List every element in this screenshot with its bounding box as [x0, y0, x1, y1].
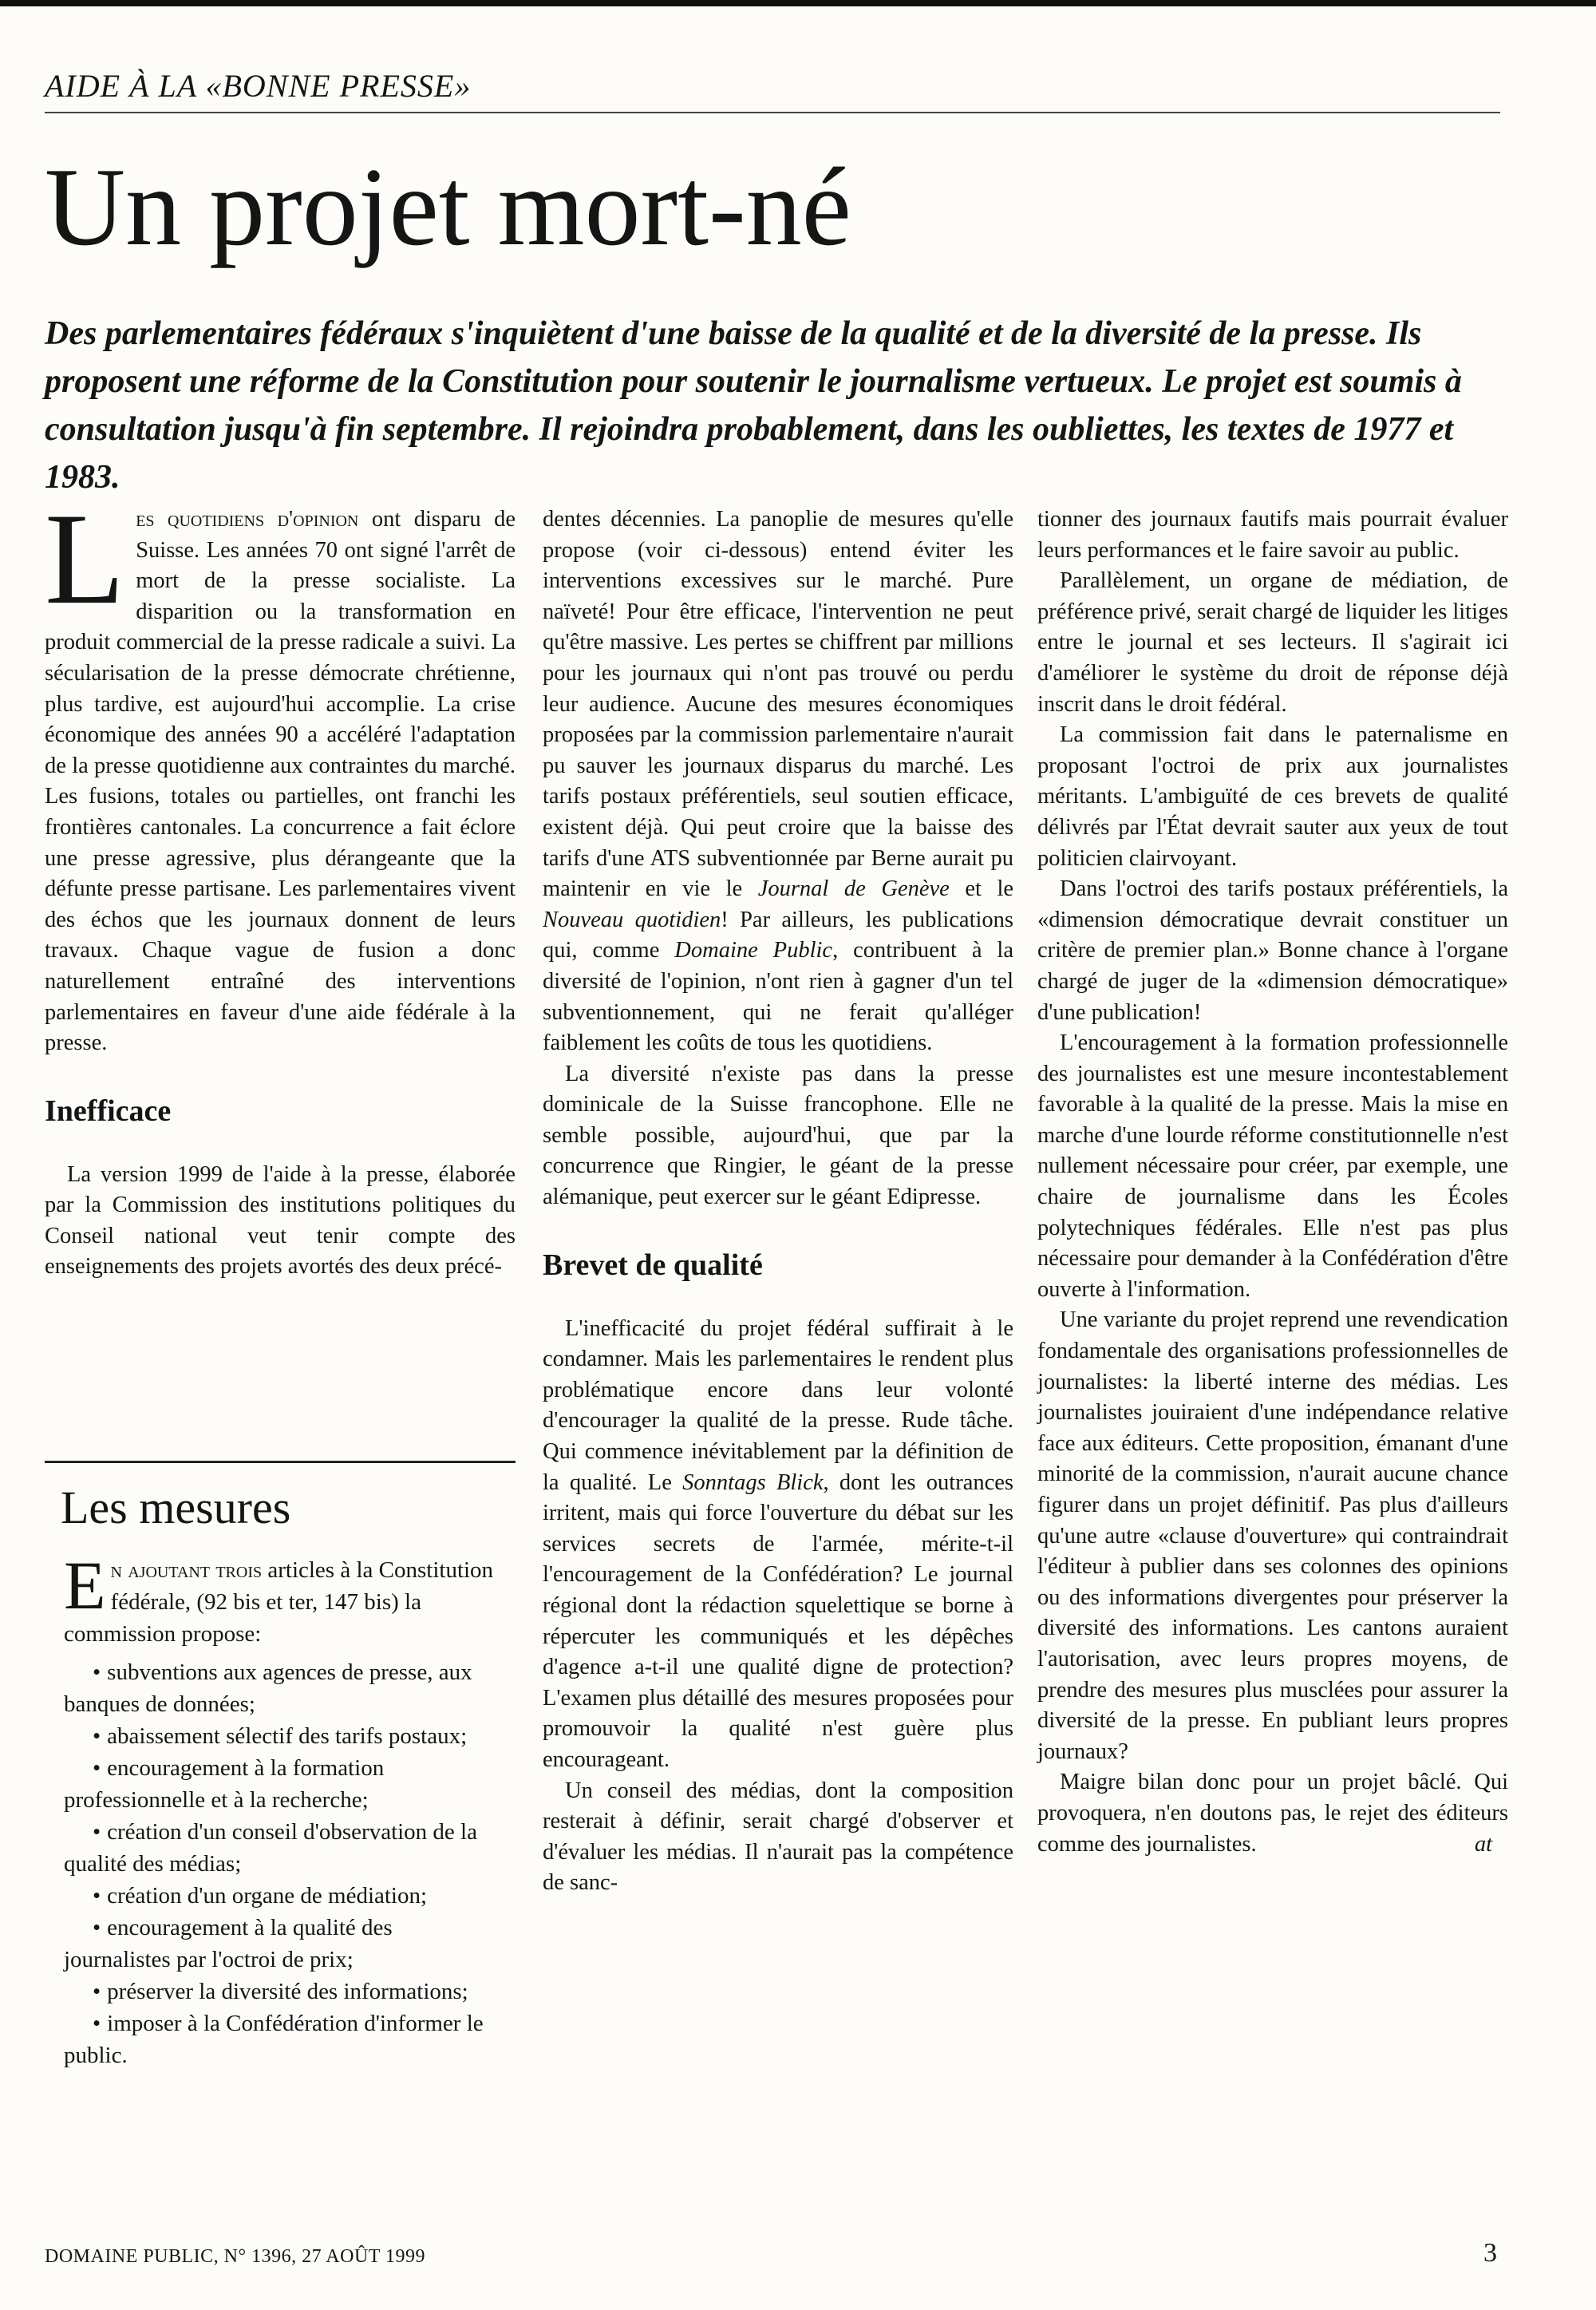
title-domaine-public: Domaine Public	[674, 938, 833, 963]
bullet: •	[93, 1755, 101, 1781]
measures-list	[64, 1656, 500, 2071]
bullet: •	[93, 1723, 101, 1749]
list-item: • subventions aux agences de presse, aux banques de données;	[64, 1659, 472, 1717]
col2-paragraph-3: L'inefficacité du projet fédéral suffirait à le condamner. Mais les parlementaires le rendent plus problématique encore dans leur volonté d'encourager la qualité de la presse. Rude tâche. Qui commence inévitablement par la définition de la qualité. Le Sonntags Blick, dont les outrances irritent, mais qui force l'ouverture du débat sur les services secrets de l'armée, mérite-t-il l'encouragement de la Confédération? Le journal régional dont la rédaction squelettique se borne à répercuter les communiqués et les dépêches d'agence a-t-il une qualité digne de protection? L'examen plus détaillé des mesures proposées pour promouvoir la qualité n'est guère plus encourageant.	[543, 1315, 1013, 1772]
col2-paragraph-4: Un conseil des médias, dont la composition resterait à définir, serait chargé d'observer et d'évaluer les médias. Il n'aurait pas la compétence de sanc-	[543, 1778, 1013, 1896]
col1-paragraph-2: La version 1999 de l'aide à la presse, élaborée par la Commission des institutions politiques du Conseil national veut tenir compte des enseignements des projets avortés des deux précé-	[45, 1161, 516, 1280]
col1-p1-text: ont disparu de Suisse. Les années 70 ont signé l'arrêt de mort de la presse socialiste. La disparition ou la transformation en produit commercial de la presse radicale a suivi. La sécularisation de la presse démocrate chrétienne, plus tardive, est aujourd'hui accomplie. La crise économique des années 90 a accéléré l'adaptation de la presse quotidienne aux contraintes du marché. Les fusions, totales ou partielles, ont franchi les frontières cantonales. La concurrence a fait éclore une presse agressive, plus dérangeante que la défunte presse partisane. Les parlementaires vivent des échos que les journaux donnent de leurs travaux. Chaque vague de fusion a donc naturellement entraîné des interventions parlementaires en faveur d'une aide fédérale à la presse.	[45, 507, 516, 1056]
bullet: •	[93, 2011, 101, 2036]
drop-cap-e: E	[64, 1547, 106, 1624]
col2-paragraph-2: La diversité n'existe pas dans la presse dominicale de la Suisse francophone. Elle ne semble possible, aujourd'hui, que par la concurrence que Ringier, le géant de la presse alémanique, peut exercer sur le géant Edipresse.	[543, 1061, 1013, 1210]
bullet: •	[93, 1883, 101, 1909]
title-sonntags-blick: Sonntags Blick	[682, 1469, 824, 1495]
subheading-brevet: Brevet de qualité	[543, 1248, 763, 1282]
list-item: • encouragement à la qualité des journalistes par l'octroi de prix;	[64, 1915, 393, 1972]
col3-paragraph-5: L'encouragement à la formation professionnelle des journalistes est une mesure incontestablement favorable à la qualité de la presse. Mais la mise en marche d'une lourde réforme constitutionnelle n'est nullement nécessaire pour créer, par exemple, une chaire de journalisme dans les Écoles polytechniques fédérales. Elle n'est pas plus nécessaire pour demander à la Confédération d'être ouverte à l'information.	[1037, 1030, 1508, 1302]
bullet: •	[93, 1659, 101, 1685]
subheading-inefficace: Inefficace	[45, 1094, 172, 1128]
col1-paragraph-1	[45, 487, 516, 1059]
top-border	[0, 0, 1596, 6]
bullet: •	[93, 1979, 101, 2004]
measures-title: Les mesures	[61, 1481, 291, 1533]
col3-paragraph-4: Dans l'octroi des tarifs postaux préférentiels, la «dimension démocratique devrait constituer un critère de premier plan.» Bonne chance à l'organe chargé de juger de la «dimension démocratique» d'une publication!	[1037, 876, 1508, 1025]
col3-paragraph-1: tionner des journaux fautifs mais pourrait évaluer leurs performances et le faire savoir au public.	[1037, 507, 1508, 563]
footer-publication: DOMAINE PUBLIC, N° 1396, 27 AOÛT 1999	[45, 2246, 425, 2267]
measures-intro-text: articles à la Constitution fédérale, (92 bis et ter, 147 bis) la commission propose:	[64, 1557, 494, 1647]
measures-smallcaps: n ajoutant trois	[110, 1557, 263, 1583]
list-item: • création d'un organe de médiation;	[93, 1883, 428, 1909]
list-item: • création d'un conseil d'observation de la qualité des médias;	[64, 1819, 477, 1877]
drop-cap: L	[45, 487, 125, 631]
author-signature: at	[1474, 1831, 1492, 1857]
column-3	[1037, 504, 1508, 1860]
smallcaps-opening: es quotidiens d'opinion	[136, 507, 359, 532]
article-title: Un projet mort-né	[45, 145, 851, 269]
list-item: • imposer à la Confédération d'informer le public.	[64, 2011, 484, 2068]
bullet: •	[93, 1915, 101, 1940]
list-item: • abaissement sélectif des tarifs postaux;	[93, 1723, 468, 1749]
col3-paragraph-3: La commission fait dans le paternalisme en proposant l'octroi de prix aux journalistes méritants. L'ambiguïté de ces brevets de qualité délivrés par l'État devrait sauter aux yeux de tout politicien clairvoyant.	[1037, 722, 1508, 871]
header-rule	[45, 112, 1500, 113]
column-1	[45, 487, 516, 1283]
section-rubric: AIDE À LA «BONNE PRESSE»	[45, 68, 472, 104]
column-2	[543, 504, 1013, 1899]
title-nouveau-quotidien: Nouveau quotidien	[543, 907, 721, 932]
col2-paragraph-1: dentes décennies. La panoplie de mesures qu'elle propose (voir ci-dessous) entend éviter les interventions excessives sur le marché. Pure naïveté! Pour être efficace, l'intervention ne peut qu'être massive. Les pertes se chiffrent par millions pour les journaux qui n'ont pas trouvé ou perdu leur audience. Aucune des mesures économiques proposées par la commission parlementaire n'aurait pu sauver les journaux disparus du marché. Les tarifs postaux préférentiels, seul soutien efficace, existent déjà. Qui peut croire que la baisse des tarifs d'une ATS subventionnée par Berne aurait pu maintenir en vie le Journal de Genève et le Nouveau quotidien! Par ailleurs, les publications qui, comme Domaine Public, contribuent à la diversité de l'opinion, n'ont rien à gagner d'un tel subventionnement, qui ne ferait qu'alléger faiblement les coûts de tous les quotidiens.	[543, 507, 1014, 1056]
bullet: •	[93, 1819, 101, 1845]
measures-box	[45, 1461, 516, 2181]
measures-intro	[64, 1547, 500, 1650]
col3-paragraph-7: Maigre bilan donc pour un projet bâclé. Qui provoquera, n'en doutons pas, le rejet des éditeurs comme des journalistes. at	[1037, 1767, 1508, 1860]
list-item: • préserver la diversité des informations;	[93, 1979, 468, 2004]
col3-paragraph-6: Une variante du projet reprend une revendication fondamentale des organisations professionnelles de journalistes: la liberté interne des médias. Les journalistes jouiraient d'une indépendance relative face aux éditeurs. Cette proposition, émanant d'une minorité de la commission, n'aurait aucune chance figurer dans un projet définitif. Pas plus d'ailleurs qu'une autre «clause d'ouverture» qui contraindrait l'éditeur à publier dans ses colonnes des opinions ou des informations divergentes pour préserver la diversité des informations. Les cantons auraient l'autorisation, avec leurs propres moyens, de prendre des mesures plus musclées pour assurer la diversité de la presse. En publiant leurs propres journaux?	[1037, 1307, 1508, 1764]
article-lead: Des parlementaires fédéraux s'inquiètent d'une baisse de la qualité et de la diversité de la presse. Ils proposent une réforme de la Constitution pour soutenir le journalisme vertueux. Le projet est soumis à consultation jusqu'à fin septembre. Il rejoindra probablement, dans les oubliettes, les textes de 1977 et 1983.	[45, 315, 1462, 496]
page-number: 3	[1483, 2238, 1497, 2268]
col3-paragraph-2: Parallèlement, un organe de médiation, de préférence privé, serait chargé de liquider les litiges entre le journal et ses lecteurs. Il s'agirait ici d'améliorer le système du droit de réponse déjà inscrit dans le droit fédéral.	[1037, 568, 1508, 717]
title-journal-de-geneve: Journal de Genève	[757, 876, 950, 902]
list-item: • encouragement à la formation professionnelle et à la recherche;	[64, 1755, 385, 1813]
